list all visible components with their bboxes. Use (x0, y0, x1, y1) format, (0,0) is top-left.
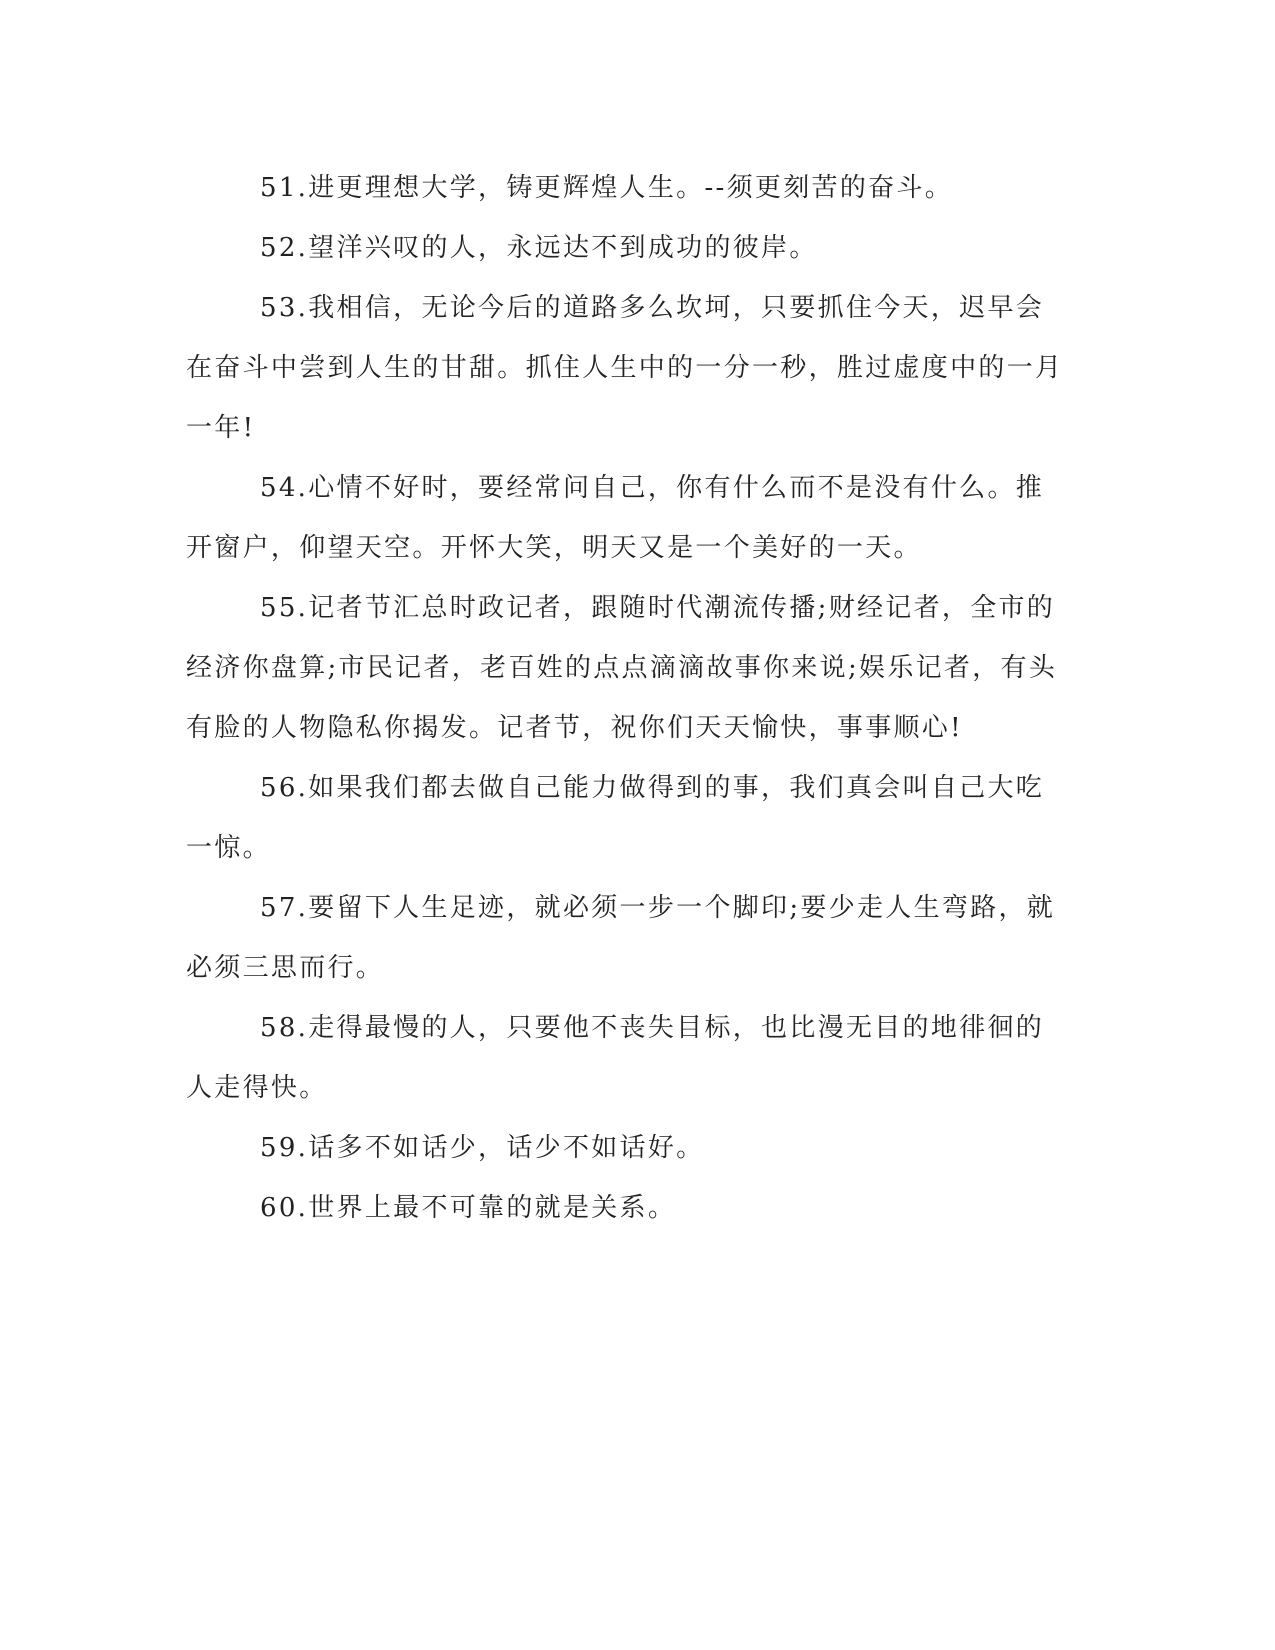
paragraph-55: 55.记者节汇总时政记者，跟随时代潮流传播;财经记者，全市的经济你盘算;市民记者，老百姓的点点滴滴故事你来说;娱乐记者，有头有脸的人物隐私你揭发。记者节，祝你们天天愉快，事事顺心! (186, 593, 1058, 743)
paragraph-60: 60.世界上最不可靠的就是关系。 (260, 1193, 677, 1223)
paragraph-57: 57.要留下人生足迹，就必须一步一个脚印;要少走人生弯路，就必须三思而行。 (186, 893, 1056, 983)
paragraph-54: 54.心情不好时，要经常问自己，你有什么而不是没有什么。推开窗户，仰望天空。开怀大笑，明天又是一个美好的一天。 (186, 473, 1045, 563)
paragraph-53: 53.我相信，无论今后的道路多么坎坷，只要抓住今天，迟早会在奋斗中尝到人生的甘甜。抓住人生中的一分一秒，胜过虚度中的一月一年! (186, 293, 1064, 443)
paragraph-51: 51.进更理想大学，铸更辉煌人生。--须更刻苦的奋斗。 (260, 173, 954, 203)
paragraph-52: 52.望洋兴叹的人，永远达不到成功的彼岸。 (260, 233, 818, 263)
paragraph-59: 59.话多不如话少，话少不如话好。 (260, 1133, 705, 1163)
paragraph-58: 58.走得最慢的人，只要他不丧失目标，也比漫无目的地徘徊的人走得快。 (186, 1013, 1045, 1103)
document-body (186, 158, 1066, 1238)
paragraph-56: 56.如果我们都去做自己能力做得到的事，我们真会叫自己大吃一惊。 (186, 773, 1045, 863)
